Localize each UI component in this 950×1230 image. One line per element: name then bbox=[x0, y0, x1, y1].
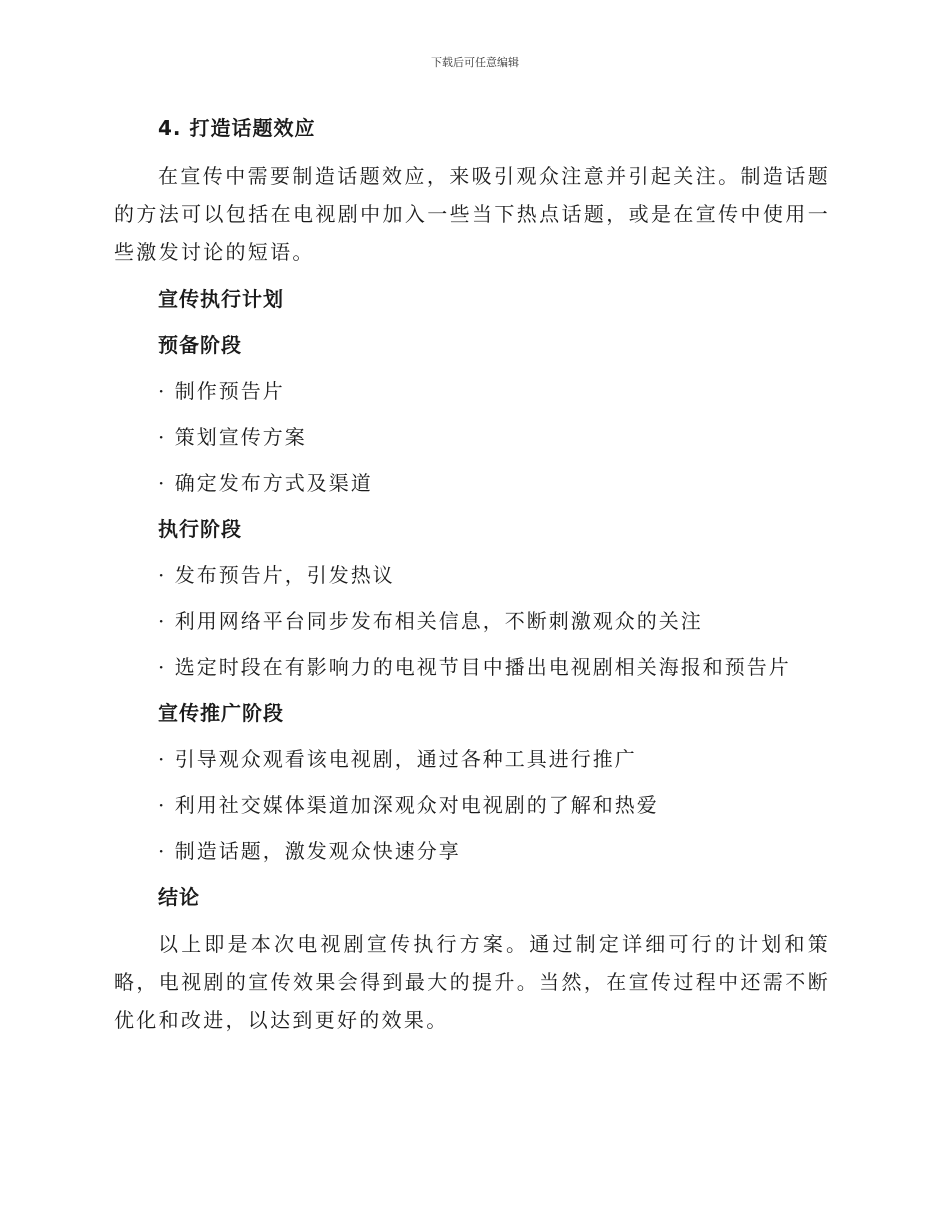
section-heading-topic-effect: 4. 打造话题效应 bbox=[158, 116, 316, 140]
list-item: · 选定时段在有影响力的电视节目中播出电视剧相关海报和预告片 bbox=[158, 655, 791, 679]
paragraph-conclusion: 以上即是本次电视剧宣传执行方案。通过制定详细可行的计划和策略，电视剧的宣传效果会得到最大的提升。当然，在宣传过程中还需不断优化和改进，以达到更好的效果。 bbox=[114, 932, 830, 1032]
paragraph-topic-effect: 在宣传中需要制造话题效应，来吸引观众注意并引起关注。制造话题的方法可以包括在电视剧中加入一些当下热点话题，或是在宣传中使用一些激发讨论的短语。 bbox=[114, 164, 830, 264]
document-body bbox=[114, 110, 830, 1039]
section-heading-exec: 执行阶段 bbox=[158, 517, 242, 541]
list-item: · 策划宣传方案 bbox=[158, 425, 307, 449]
page-header-note: 下载后可任意编辑 bbox=[431, 56, 519, 69]
list-item: · 确定发布方式及渠道 bbox=[158, 471, 373, 495]
list-item: · 发布预告片，引发热议 bbox=[158, 563, 395, 587]
section-heading-conclusion: 结论 bbox=[158, 885, 200, 909]
section-heading-promo: 宣传推广阶段 bbox=[158, 701, 284, 725]
list-item: · 引导观众观看该电视剧，通过各种工具进行推广 bbox=[158, 747, 637, 771]
section-heading-plan: 宣传执行计划 bbox=[158, 287, 284, 311]
list-item: · 利用社交媒体渠道加深观众对电视剧的了解和热爱 bbox=[158, 793, 659, 817]
list-item: · 利用网络平台同步发布相关信息，不断刺激观众的关注 bbox=[158, 609, 703, 633]
list-item: · 制作预告片 bbox=[158, 379, 285, 403]
list-item: · 制造话题，激发观众快速分享 bbox=[158, 839, 461, 863]
section-heading-prep: 预备阶段 bbox=[158, 333, 242, 357]
